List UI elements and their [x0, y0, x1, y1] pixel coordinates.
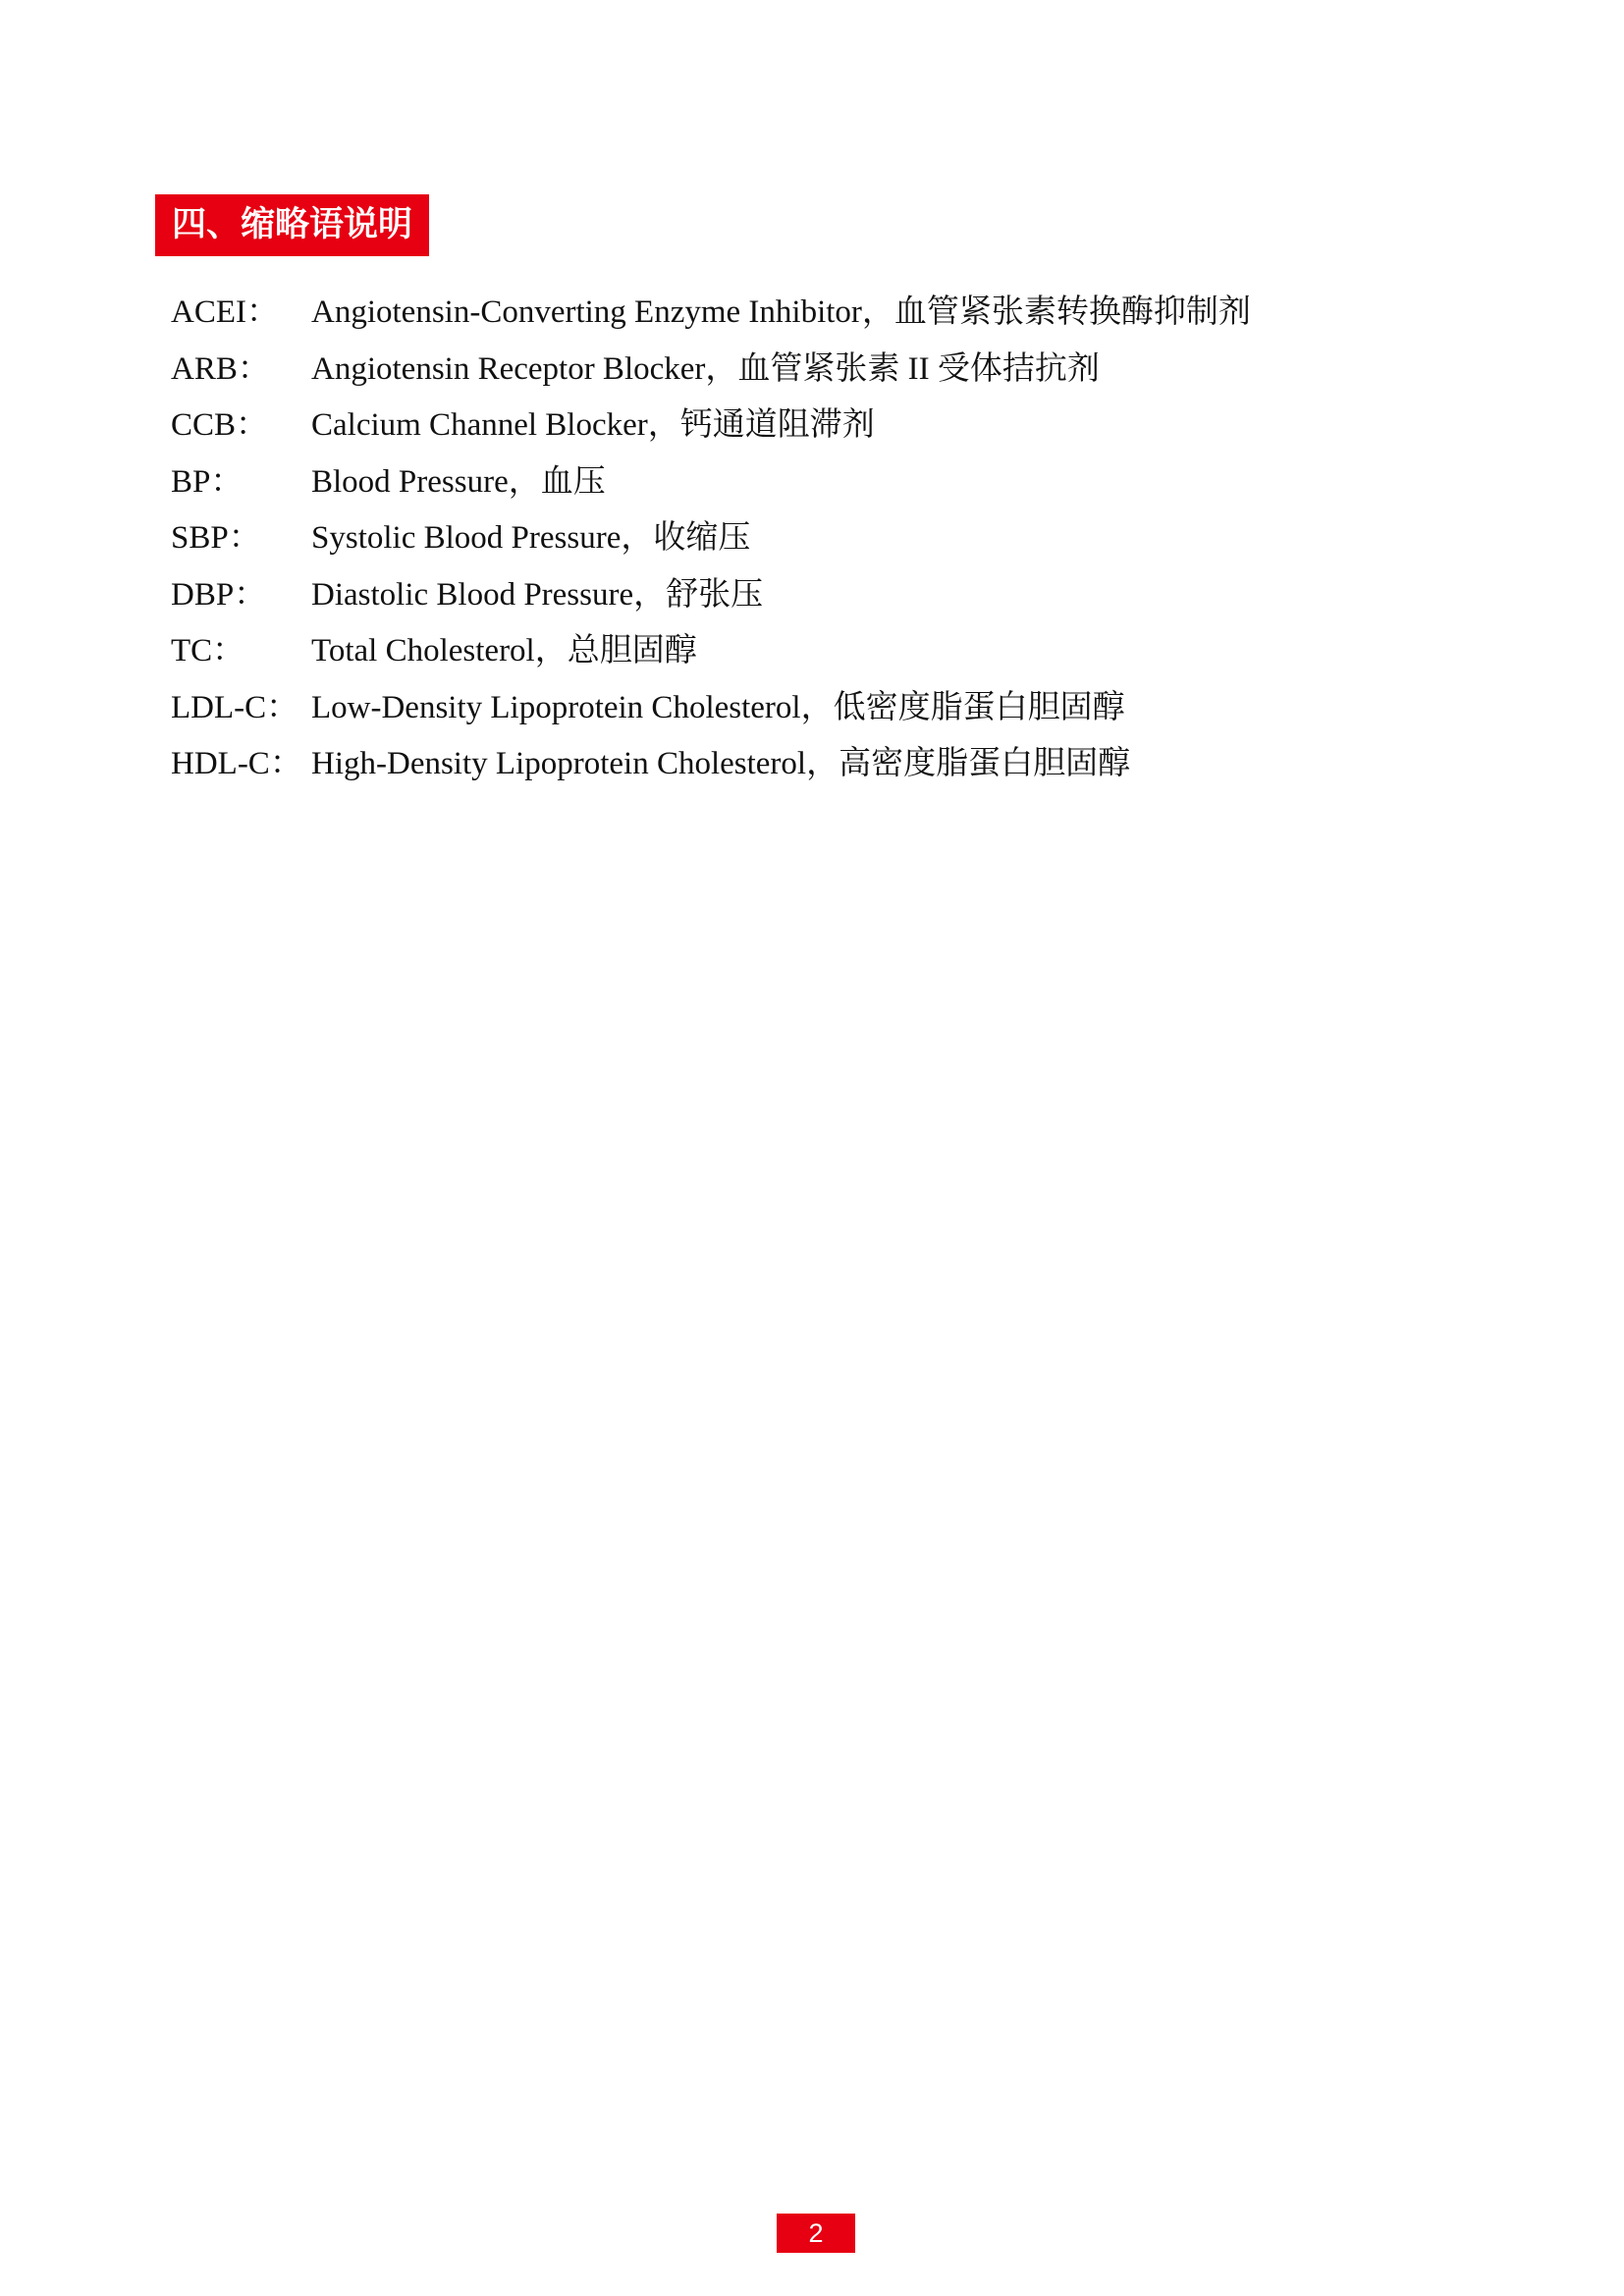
abbreviation-term: LDL-C： [171, 689, 299, 725]
abbreviation-row [171, 508, 1251, 565]
abbreviation-definition: Systolic Blood Pressure，收缩压 [311, 520, 751, 556]
abbreviation-definition: Diastolic Blood Pressure，舒张压 [311, 576, 764, 613]
abbreviation-definition: Blood Pressure，血压 [311, 463, 606, 500]
abbreviation-definition: Angiotensin Receptor Blocker，血管紧张素 II 受体拮抗剂 [311, 350, 1100, 387]
abbreviation-definition: Low-Density Lipoprotein Cholesterol，低密度脂蛋白胆固醇 [311, 689, 1125, 725]
abbreviation-list [171, 283, 1251, 791]
abbreviation-term: BP： [171, 463, 244, 500]
section-heading: 四、缩略语说明 [155, 194, 429, 256]
page-number: 2 [777, 2214, 855, 2253]
abbreviation-row [171, 453, 1251, 509]
abbreviation-row [171, 621, 1251, 678]
abbreviation-term: SBP： [171, 520, 261, 556]
abbreviation-row [171, 396, 1251, 453]
abbreviation-row [171, 678, 1251, 735]
abbreviation-term: ACEI： [171, 294, 279, 330]
abbreviation-term: TC： [171, 633, 245, 668]
abbreviation-row [171, 734, 1251, 791]
abbreviation-term: CCB： [171, 407, 269, 443]
abbreviation-definition: High-Density Lipoprotein Cholesterol，高密度脂蛋白胆固醇 [311, 746, 1131, 781]
abbreviation-definition: Angiotensin-Converting Enzyme Inhibitor，血管紧张素转换酶抑制剂 [311, 294, 1251, 330]
abbreviation-row [171, 340, 1251, 397]
abbreviation-row [171, 565, 1251, 622]
abbreviation-definition: Calcium Channel Blocker，钙通道阻滞剂 [311, 407, 875, 443]
abbreviation-term: DBP： [171, 576, 267, 613]
abbreviation-row [171, 283, 1251, 340]
abbreviation-definition: Total Cholesterol，总胆固醇 [311, 633, 697, 668]
abbreviation-term: ARB： [171, 350, 270, 387]
abbreviation-term: HDL-C： [171, 746, 302, 781]
